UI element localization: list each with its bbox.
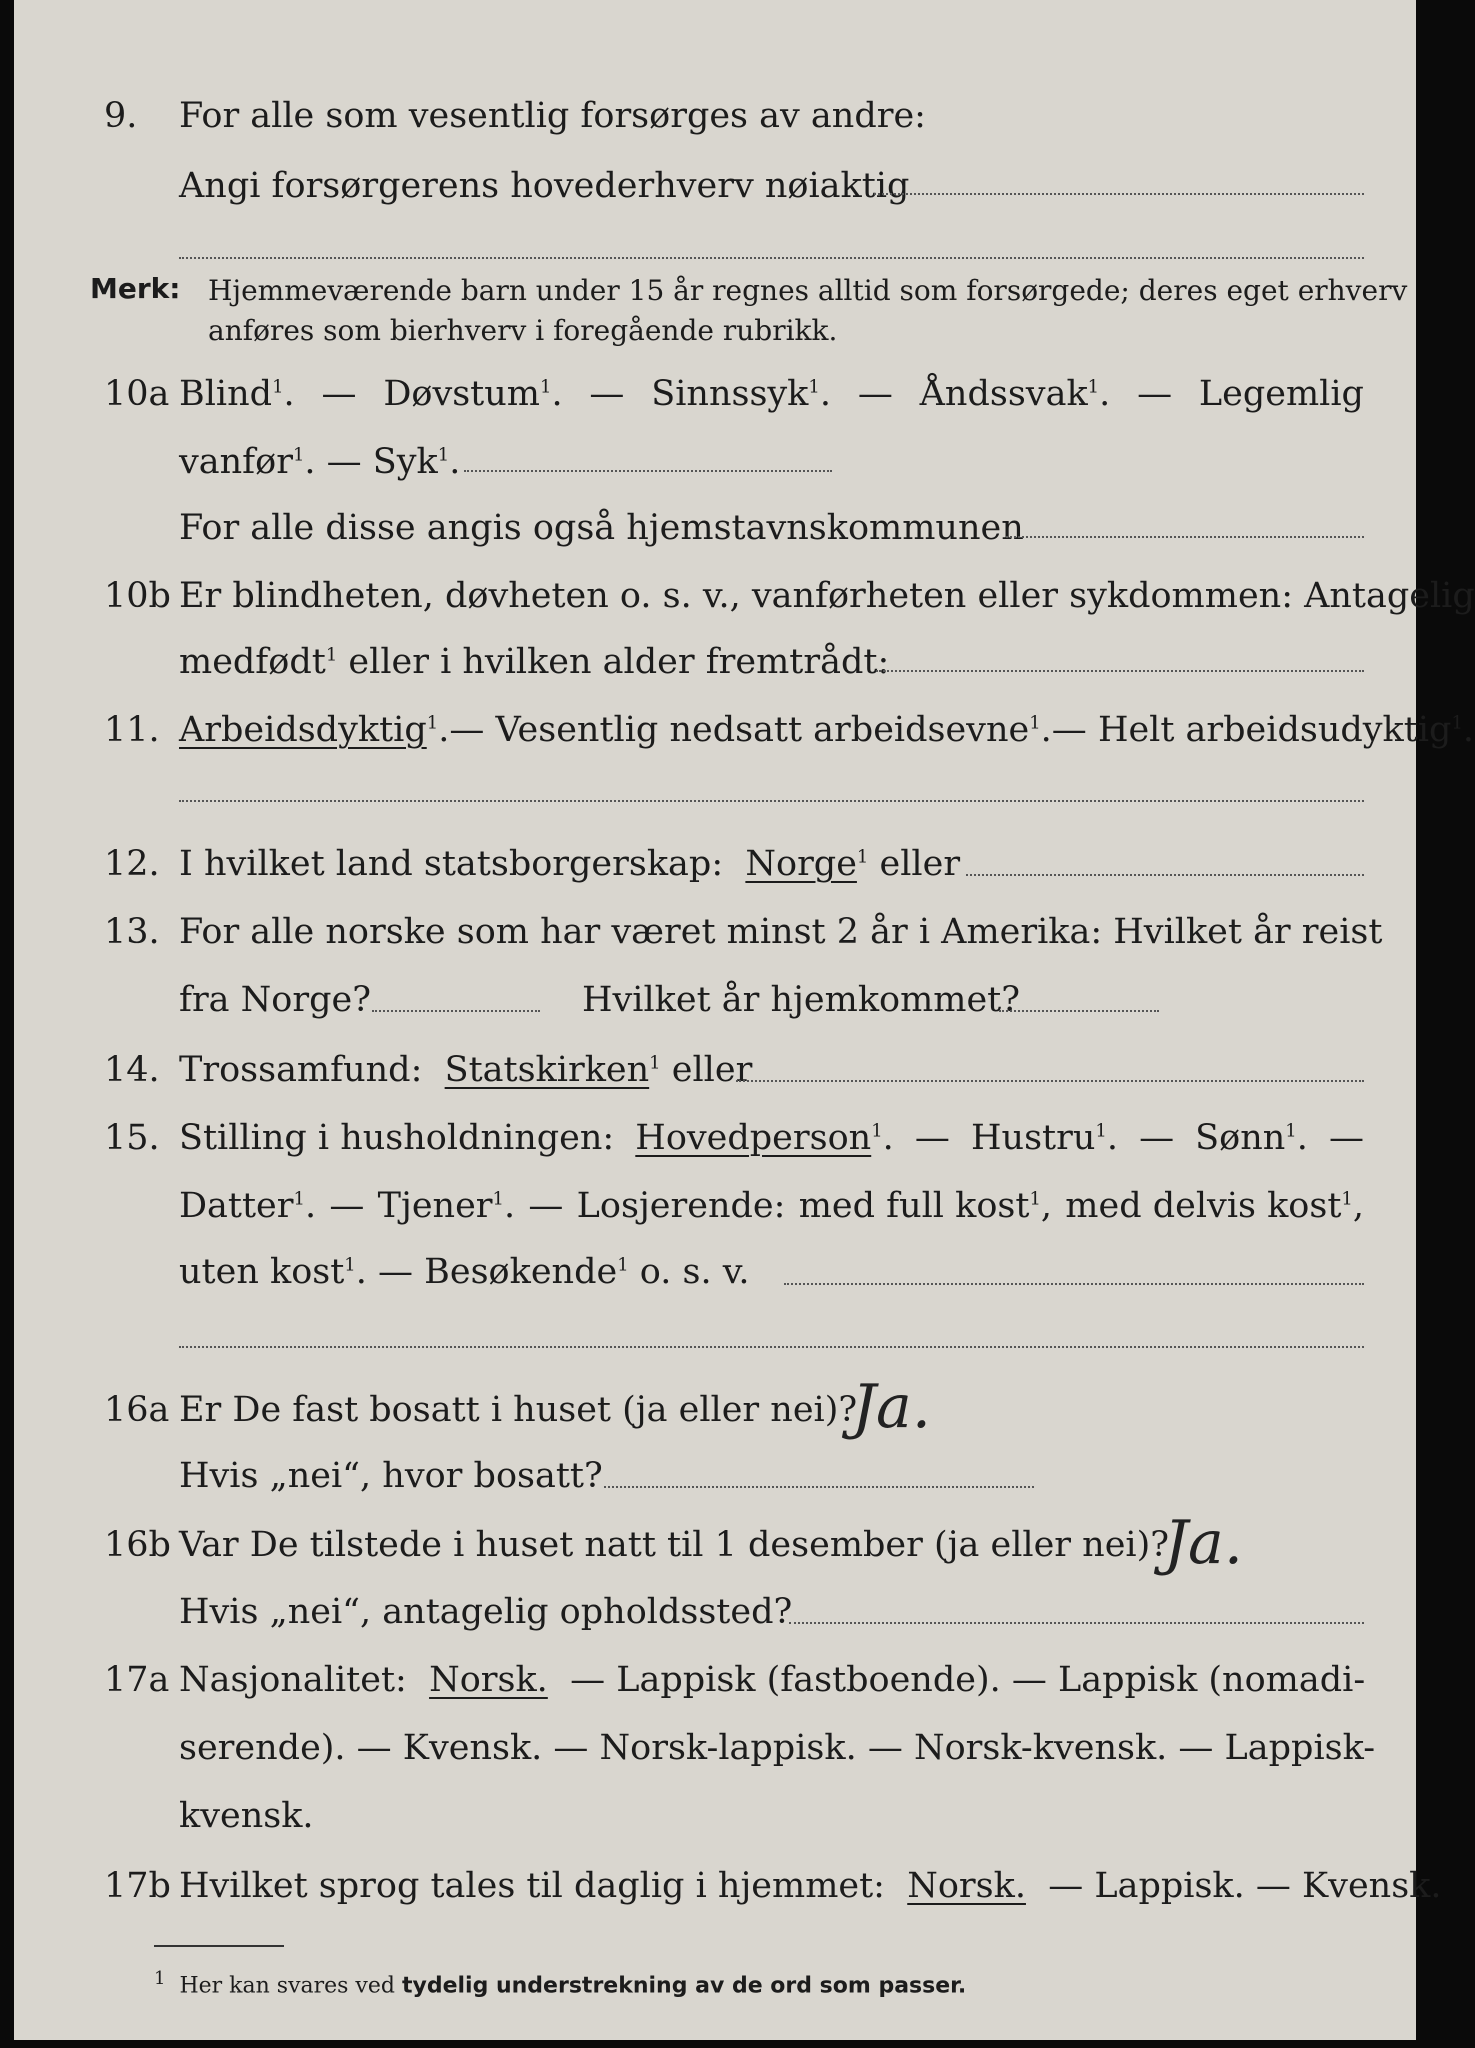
q16a-number: 16a — [104, 1390, 170, 1430]
q17a-number: 17a — [104, 1660, 170, 1700]
opt-besokende[interactable]: Besøkende — [424, 1252, 618, 1292]
q11-line: Arbeidsdyktig$^1$. — Vesentlig nedsatt arbeidsevne$^1$. — Helt arbeidsudyktig$^1$. — [179, 710, 1475, 750]
q13-line2a: fra Norge? — [179, 980, 371, 1020]
opt-arbeidsdyktig[interactable]: Arbeidsdyktig — [179, 710, 427, 750]
q9-line1: For alle som vesentlig forsørges av andre: — [179, 96, 926, 136]
q10a-line2: vanfør$^1$. — Syk$^1$. — [179, 442, 461, 482]
q9-number: 9. — [104, 96, 138, 136]
opt-legemlig[interactable]: Legemlig — [1198, 374, 1364, 414]
q16b-opholdssted-field[interactable] — [789, 1622, 1364, 1624]
q10b-line2: medfødt$^1$ eller i hvilken alder fremtrådt: — [179, 642, 890, 682]
q17a-line2: serende). — Kvensk. — Norsk-lappisk. — Norsk-kvensk. — Lappisk- — [179, 1728, 1376, 1768]
q10b-answer-field[interactable] — [876, 670, 1364, 672]
opt-vanfor[interactable]: vanfør — [179, 442, 293, 482]
footnote-rule — [154, 1945, 284, 1947]
q13-number: 13. — [104, 912, 160, 952]
q10a-number: 10a — [104, 374, 170, 414]
opt-delvis-kost[interactable]: med delvis kost — [1065, 1186, 1342, 1226]
q15-line1: Stilling i husholdningen: Hovedperson$^1$. — Hustru$^1$. — Sønn$^1$. — — [179, 1118, 1364, 1158]
q14-number: 14. — [104, 1050, 160, 1090]
opt-dovstum[interactable]: Døvstum — [383, 374, 540, 414]
q17b-line: Hvilket sprog tales til daglig i hjemmet: Norsk. — Lappisk. — Kvensk. — [179, 1866, 1442, 1906]
q10a-line1: Blind$^1$. — Døvstum$^1$. — Sinnssyk$^1$. — Åndssvak$^1$. — Legemlig — [179, 374, 1364, 414]
footnote: $^1$ Her kan svares ved tydelig understrekning av de ord som passer. — [154, 1968, 967, 1999]
q16b-line2: Hvis „nei“, antagelig opholdssted? — [179, 1592, 793, 1632]
q17a-line3: kvensk. — [179, 1796, 314, 1836]
q13-hjemkommet-field[interactable] — [999, 1010, 1159, 1012]
q10b-number: 10b — [104, 576, 171, 616]
opt-norsk-sprog[interactable]: Norsk. — [907, 1866, 1026, 1906]
q13-reist-field[interactable] — [372, 1010, 540, 1012]
q14-answer-field[interactable] — [736, 1080, 1364, 1082]
q12-number: 12. — [104, 844, 160, 884]
opt-statskirken[interactable]: Statskirken — [444, 1050, 650, 1090]
q17b-number: 17b — [104, 1866, 171, 1906]
opt-uten-kost[interactable]: uten kost — [179, 1252, 345, 1292]
q16b-number: 16b — [104, 1525, 171, 1565]
q11-answer-field[interactable] — [179, 800, 1364, 802]
opt-hovedperson[interactable]: Hovedperson — [635, 1118, 872, 1158]
q13-line1: For alle norske som har været minst 2 år i Amerika: Hvilket år reist — [179, 912, 1383, 952]
q11-number: 11. — [104, 710, 160, 750]
q17a-line1: Nasjonalitet: Norsk. — Lappisk (fastboende). — Lappisk (nomadi- — [179, 1660, 1366, 1700]
merk-line2: anføres som bierhverv i foregående rubrikk. — [208, 314, 838, 347]
q16a-bosatt-field[interactable] — [604, 1486, 1034, 1488]
opt-norge[interactable]: Norge — [745, 844, 857, 884]
q12-answer-field[interactable] — [966, 874, 1364, 876]
q14-line: Trossamfund: Statskirken$^1$ eller — [179, 1050, 753, 1090]
opt-sinnssyk[interactable]: Sinnssyk — [651, 374, 809, 414]
q15-line3: uten kost$^1$. — Besøkende$^1$ o. s. v. — [179, 1252, 750, 1292]
q13-line2b: Hvilket år hjemkommet? — [582, 980, 1021, 1020]
q12-line: I hvilket land statsborgerskap: Norge$^1$ eller — [179, 844, 961, 884]
q16a-handwritten-answer[interactable]: Ja. — [852, 1372, 931, 1442]
q16b-line1: Var De tilstede i huset natt til 1 desember (ja eller nei)? — [179, 1525, 1170, 1565]
q15-answer-field-2[interactable] — [179, 1346, 1364, 1348]
opt-syk[interactable]: Syk — [372, 442, 438, 482]
merk-label: Merk: — [90, 272, 181, 305]
q15-answer-field[interactable] — [784, 1283, 1364, 1285]
q10a-hjemstavn-field[interactable] — [1006, 536, 1364, 538]
q9-line2: Angi forsørgerens hovederhverv nøiaktig — [179, 166, 910, 206]
q10a-syk-field[interactable] — [464, 470, 832, 472]
q10b-line1: Er blindheten, døvheten o. s. v., vanførheten eller sykdommen: Antagelig — [179, 576, 1475, 616]
opt-norsk[interactable]: Norsk. — [429, 1660, 548, 1700]
opt-sonn[interactable]: Sønn — [1195, 1118, 1286, 1158]
q16a-line2: Hvis „nei“, hvor bosatt? — [179, 1456, 603, 1496]
q15-number: 15. — [104, 1118, 160, 1158]
q9-answer-field[interactable] — [874, 193, 1364, 195]
opt-blind[interactable]: Blind — [179, 374, 273, 414]
opt-full-kost[interactable]: med full kost — [798, 1186, 1030, 1226]
opt-datter[interactable]: Datter — [179, 1186, 294, 1226]
opt-andssvak[interactable]: Åndssvak — [919, 374, 1088, 414]
opt-udyktig[interactable]: Helt arbeidsudyktig — [1097, 710, 1452, 750]
q15-line2: Datter$^1$. — Tjener$^1$. — Losjerende: med full kost$^1$, med delvis kost$^1$, — [179, 1186, 1364, 1226]
q9-answer-field-2[interactable] — [179, 257, 1364, 259]
q16b-handwritten-answer[interactable]: Ja. — [1164, 1508, 1243, 1578]
opt-hustru[interactable]: Hustru — [971, 1118, 1096, 1158]
merk-line1: Hjemmeværende barn under 15 år regnes alltid som forsørgede; deres eget erhverv — [208, 274, 1408, 307]
opt-nedsatt[interactable]: Vesentlig nedsatt arbeidsevne — [495, 710, 1030, 750]
census-form-page — [14, 0, 1475, 2040]
opt-tjener[interactable]: Tjener — [377, 1186, 493, 1226]
q10a-line3: For alle disse angis også hjemstavnskommunen — [179, 508, 1024, 548]
q16a-line1: Er De fast bosatt i huset (ja eller nei)? — [179, 1390, 858, 1430]
